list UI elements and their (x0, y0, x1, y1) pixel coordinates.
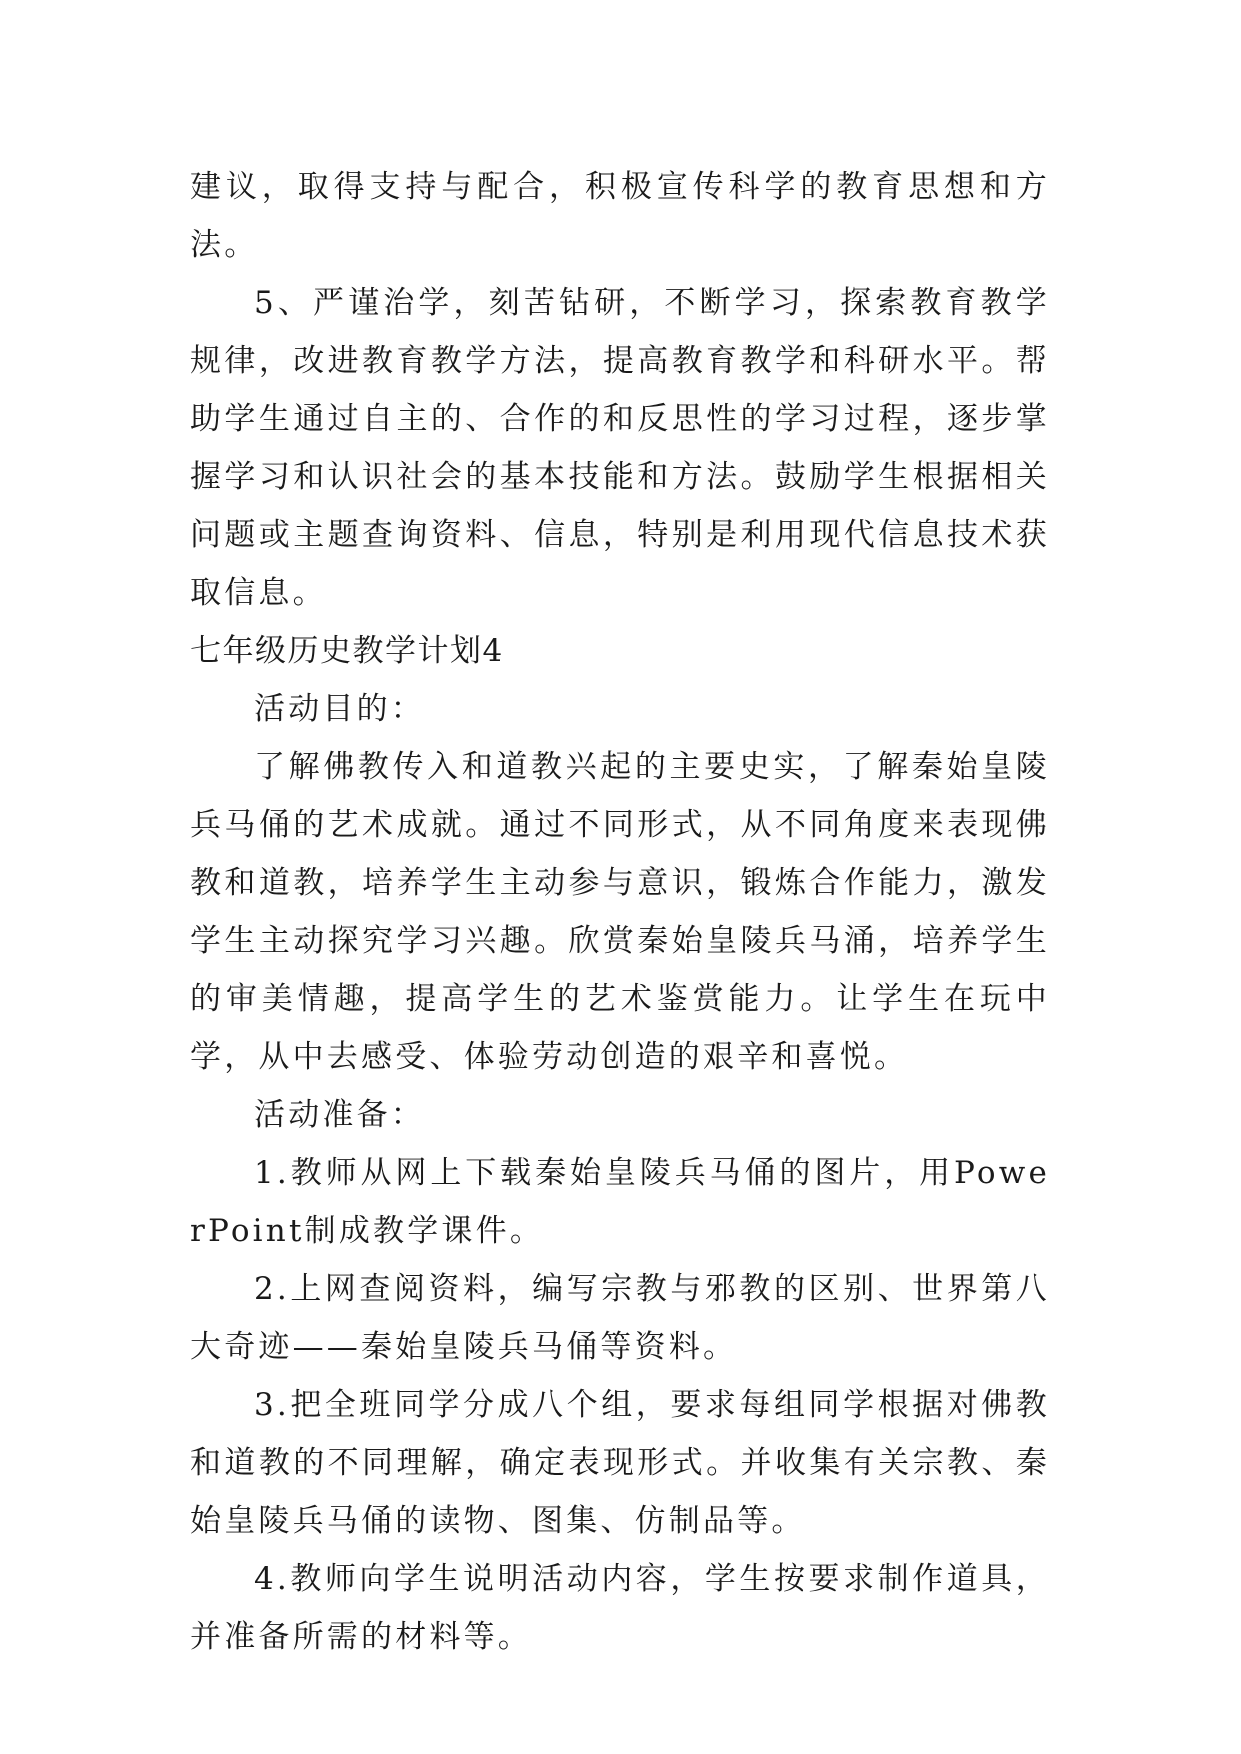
paragraph-item-5: 5、严谨治学，刻苦钻研，不断学习，探索教育教学规律，改进教育教学方法，提高教育教学和科研水平。帮助学生通过自主的、合作的和反思性的学习过程，逐步掌握学习和认识社会的基本技能和方法。鼓励学生根据相关问题或主题查询资料、信息，特别是利用现代信息技术获取信息。 (190, 285, 1050, 611)
prep-item-4: 4.教师向学生说明活动内容，学生按要求制作道具，并准备所需的材料等。 (190, 1561, 1050, 1655)
activity-goal-label: 活动目的： (254, 691, 425, 727)
section-heading: 七年级历史教学计划4 (190, 633, 504, 669)
activity-prep-label: 活动准备： (254, 1097, 425, 1133)
paragraph-continuation: 建议，取得支持与配合，积极宣传科学的教育思想和方法。 (190, 169, 1050, 263)
activity-goal-text: 了解佛教传入和道教兴起的主要史实，了解秦始皇陵兵马俑的艺术成就。通过不同形式，从不同角度来表现佛教和道教，培养学生主动参与意识，锻炼合作能力，激发学生主动探究学习兴趣。欣赏秦始皇陵兵马涌，培养学生的审美情趣，提高学生的艺术鉴赏能力。让学生在玩中学，从中去感受、体验劳动创造的艰辛和喜悦。 (190, 749, 1050, 1075)
prep-item-3: 3.把全班同学分成八个组，要求每组同学根据对佛教和道教的不同理解，确定表现形式。并收集有关宗教、秦始皇陵兵马俑的读物、图集、仿制品等。 (190, 1387, 1050, 1539)
prep-item-1: 1.教师从网上下载秦始皇陵兵马俑的图片，用PowerPoint制成教学课件。 (190, 1155, 1050, 1249)
prep-item-2: 2.上网查阅资料，编写宗教与邪教的区别、世界第八大奇迹——秦始皇陵兵马俑等资料。 (190, 1271, 1050, 1365)
document-body (190, 158, 1050, 1666)
